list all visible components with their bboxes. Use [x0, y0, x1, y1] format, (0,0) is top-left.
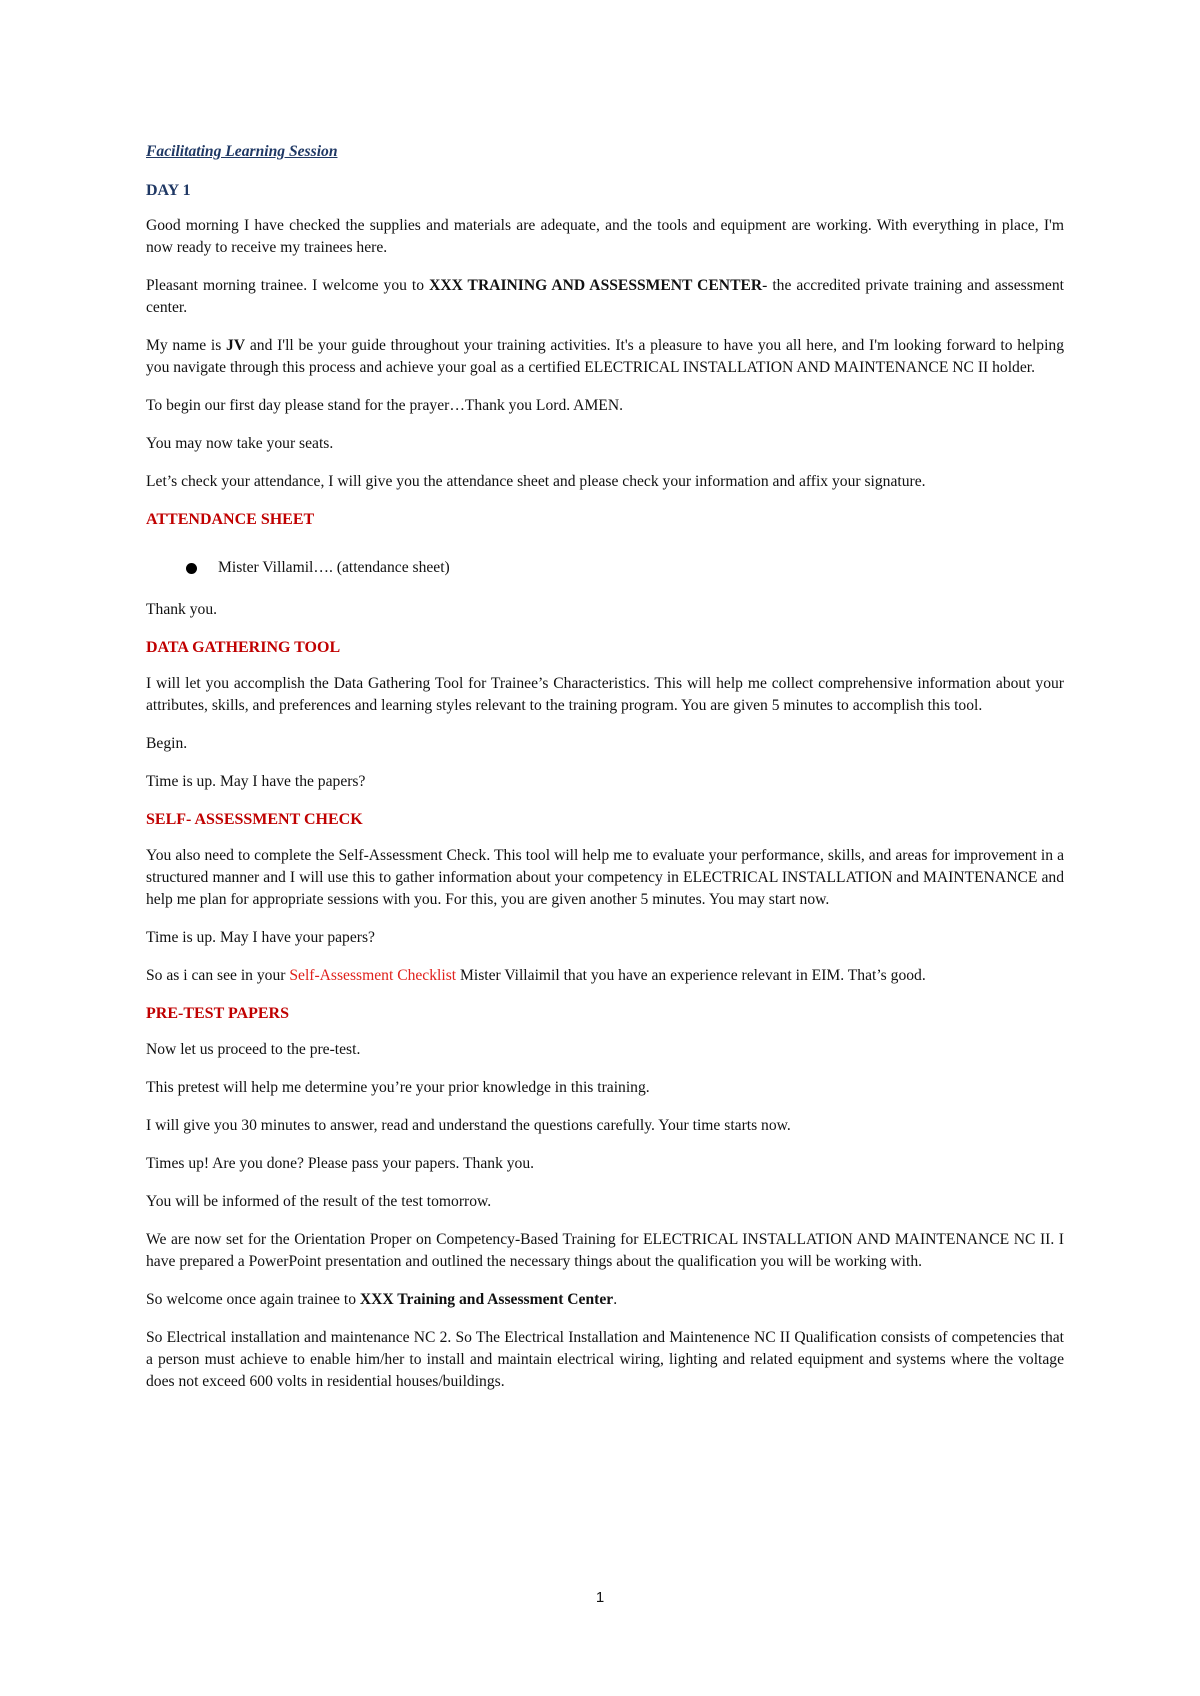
text: Mister Villaimil that you have an experience relevant in EIM. That’s good. [456, 967, 926, 984]
center-name-bold: XXX Training and Assessment Center [359, 1291, 614, 1308]
paragraph-pretest-time: I will give you 30 minutes to answer, read and understand the questions carefully. Your time starts now. [146, 1117, 791, 1134]
center-name-bold: XXX TRAINING AND ASSESSMENT CENTER [429, 277, 763, 294]
section-heading-pre-test: PRE-TEST PAPERS [146, 1005, 289, 1022]
paragraph-pretest-purpose: This pretest will help me determine you’re your prior knowledge in this training. [146, 1079, 650, 1096]
paragraph-welcome [146, 275, 1064, 319]
section-heading-data-gathering: DATA GATHERING TOOL [146, 639, 341, 656]
paragraph-data-gathering: I will let you accomplish the Data Gathering Tool for Trainee’s Characteristics. This will help me collect comprehensive information about your attributes, skills, and preferences and learning styles relevant to the training program. You are given 5 minutes to accomplish this tool. [146, 675, 1064, 714]
self-assessment-checklist-text: Self-Assessment Checklist [289, 967, 457, 984]
bullet-text: Mister Villamil…. (attendance sheet) [218, 559, 450, 576]
paragraph-checklist-review [146, 965, 1064, 987]
paragraph-seats: You may now take your seats. [146, 435, 334, 452]
text: So as i can see in your [146, 967, 290, 984]
paragraph-results: You will be informed of the result of the test tomorrow. [146, 1193, 492, 1210]
text: and I'll be your guide throughout your training activities. It's a pleasure to have you all here, and I'm looking forward to helping you navigate through this process and achieve your goal as a certified ELECTRICAL INSTALLATION AND MAINTENANCE NC II holder. [146, 337, 1064, 376]
paragraph-orientation: We are now set for the Orientation Proper on Competency-Based Training for ELECTRICAL INSTALLATION AND MAINTENANCE NC II. I have prepared a PowerPoint presentation and outlined the necessary things about the qualification you will be working with. [146, 1231, 1064, 1270]
paragraph-proceed-pretest: Now let us proceed to the pre-test. [146, 1041, 361, 1058]
paragraph-greeting: Good morning I have checked the supplies and materials are adequate, and the tools and equipment are working. With everything in place, I'm now ready to receive my trainees here. [146, 217, 1064, 256]
paragraph-introduction [146, 335, 1064, 379]
section-heading-self-assessment: SELF- ASSESSMENT CHECK [146, 811, 363, 828]
text: - the accredited private training and assessment center. [146, 277, 1064, 316]
text: . [613, 1291, 618, 1308]
paragraph-begin: Begin. [146, 735, 188, 752]
paragraph-thank-you: Thank you. [146, 601, 218, 618]
paragraph-self-assessment: You also need to complete the Self-Assessment Check. This tool will help me to evaluate your performance, skills, and areas for improvement in a structured manner and I will use this to gather information about your competency in ELECTRICAL INSTALLATION and MAINTENANCE and help me plan for appropriate sessions with you. For this, you are given another 5 minutes. You may start now. [146, 847, 1064, 908]
text: So welcome once again trainee to [146, 1291, 360, 1308]
document-title: Facilitating Learning Session [146, 143, 338, 160]
text: Pleasant morning trainee. I welcome you to [146, 277, 430, 294]
day-heading: DAY 1 [146, 182, 191, 199]
trainer-name-bold: JV [226, 337, 246, 354]
document-body [146, 141, 1064, 1409]
paragraph-attendance: Let’s check your attendance, I will give you the attendance sheet and please check your information and affix your signature. [146, 473, 926, 490]
paragraph-times-up: Times up! Are you done? Please pass your papers. Thank you. [146, 1155, 535, 1172]
paragraph-time-up-2: Time is up. May I have your papers? [146, 929, 375, 946]
bullet-dot-icon [186, 563, 197, 574]
paragraph-prayer: To begin our first day please stand for the prayer…Thank you Lord. AMEN. [146, 397, 623, 414]
bullet-item-attendance [146, 557, 1064, 579]
paragraph-qualification: So Electrical installation and maintenance NC 2. So The Electrical Installation and Maintenence NC II Qualification consists of competencies that a person must achieve to enable him/her to install and maintain electrical wiring, lighting and related equipment and systems where the voltage does not exceed 600 volts in residential houses/buildings. [146, 1329, 1064, 1390]
page-number: 1 [595, 1589, 605, 1606]
text: My name is [146, 337, 227, 354]
paragraph-welcome-again [146, 1289, 1064, 1311]
paragraph-time-up: Time is up. May I have the papers? [146, 773, 366, 790]
section-heading-attendance: ATTENDANCE SHEET [146, 511, 315, 528]
